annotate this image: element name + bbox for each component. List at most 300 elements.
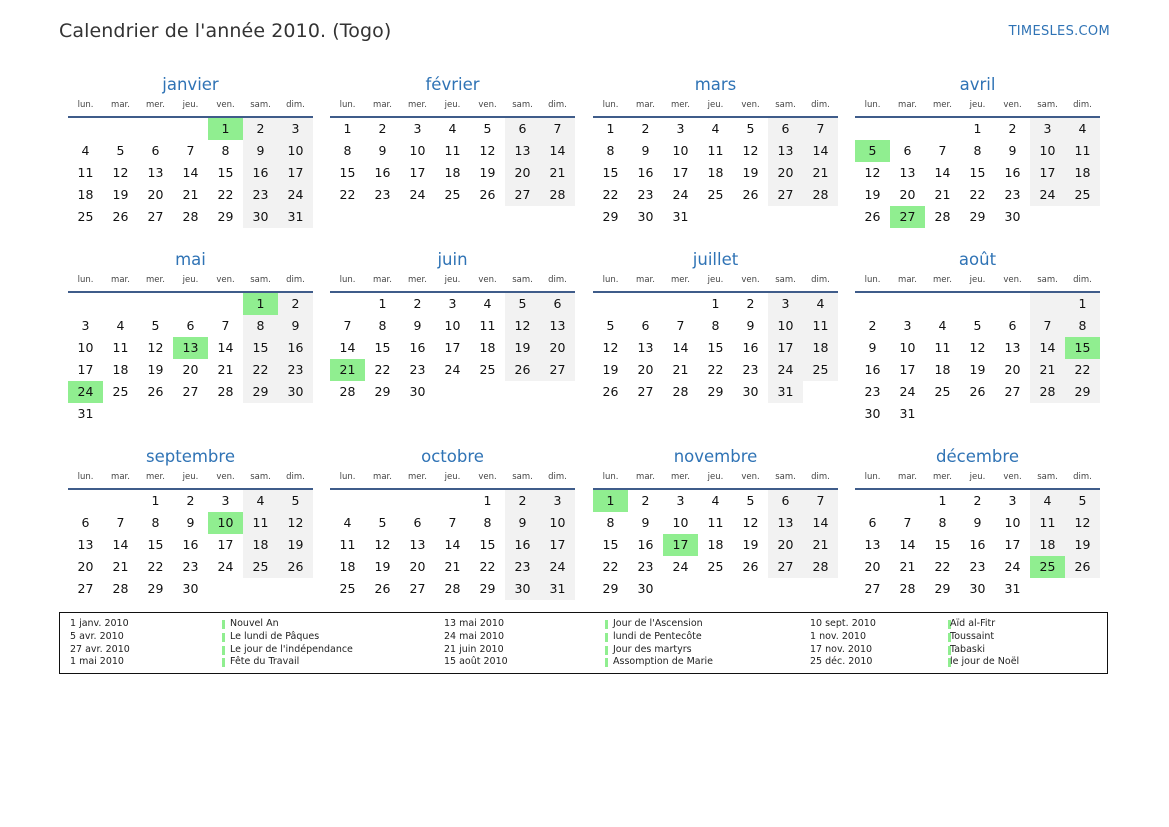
weekday-label: dim. [548,275,567,285]
day-cell: 13 [540,315,575,337]
legend-date: 24 mai 2010 [444,630,505,642]
empty-day [1030,403,1065,425]
legend-holiday-name: Le lundi de Pâques [230,630,320,642]
weekday-label: dim. [1073,275,1092,285]
weekday-label: sam. [250,472,271,482]
day-cell: 30 [409,384,426,399]
day-cell: 1 [208,118,243,140]
month-name: juin [437,250,468,269]
day-cell: 1 [593,490,628,512]
day-cell: 26 [374,581,391,596]
day-cell: 2 [413,296,422,311]
day-cell: 22 [479,559,496,574]
day-cell: 21 [934,187,951,202]
empty-day [173,118,208,140]
day-cell: 2 [505,490,540,512]
month-4 [68,249,313,425]
day-cell: 4 [483,296,492,311]
day-cell: 7 [803,490,838,512]
weekday-label: ven. [478,472,497,482]
day-cell: 31 [278,206,313,228]
day-cell: 13 [768,512,803,534]
month-6 [593,249,838,403]
day-cell: 17 [672,165,689,180]
day-cell: 1 [483,493,492,508]
day-cell: 23 [243,184,278,206]
legend-names [230,618,353,669]
week-row [593,556,838,578]
day-cell: 19 [1065,534,1100,556]
day-cell: 19 [112,187,129,202]
day-cell: 10 [899,340,916,355]
day-cell: 24 [672,559,689,574]
day-cell: 12 [969,340,986,355]
day-cell: 9 [868,340,877,355]
weekday-label: lun. [77,472,94,482]
weekday-label: jeu. [444,275,461,285]
empty-day [663,578,698,600]
weekday-label: mer. [933,472,952,482]
weekday-label: sam. [1037,275,1058,285]
day-cell: 13 [768,140,803,162]
empty-day [278,578,313,600]
day-cell: 16 [374,165,391,180]
weekday-label: dim. [811,275,830,285]
week-row [68,315,313,337]
weekday-label: mar. [898,275,917,285]
day-cell: 14 [934,165,951,180]
week-row [855,118,1100,140]
day-cell: 8 [606,515,615,530]
weekday-label: lun. [602,472,619,482]
day-cell: 11 [444,143,461,158]
day-cell: 17 [899,362,916,377]
day-cell: 24 [444,362,461,377]
day-cell: 18 [112,362,129,377]
weekday-label: sam. [250,100,271,110]
day-cell: 13 [505,140,540,162]
day-cell: 15 [934,537,951,552]
month-11 [855,446,1100,600]
day-cell: 17 [278,162,313,184]
site-link[interactable]: TIMESLES.COM [1008,24,1110,39]
day-cell: 5 [505,293,540,315]
day-cell: 26 [864,209,881,224]
day-cell: 20 [147,187,164,202]
weekday-label: dim. [548,100,567,110]
day-cell: 13 [864,537,881,552]
weekday-header [593,96,838,114]
empty-day [698,578,733,600]
day-cell: 7 [938,143,947,158]
day-cell: 29 [479,581,496,596]
week-row [68,490,313,512]
day-cell: 13 [77,537,94,552]
day-cell: 23 [1004,187,1021,202]
day-cell: 20 [77,559,94,574]
week-row [330,359,575,381]
day-cell: 16 [742,340,759,355]
empty-day [138,293,173,315]
weekday-label: dim. [286,100,305,110]
week-row [68,381,313,403]
week-row [330,293,575,315]
empty-day [138,118,173,140]
month-name: novembre [673,447,758,466]
day-cell: 21 [444,559,461,574]
day-cell: 6 [768,118,803,140]
day-cell: 11 [1030,512,1065,534]
day-cell: 7 [903,515,912,530]
weekday-header [593,271,838,289]
empty-day [995,403,1030,425]
empty-day [1030,293,1065,315]
day-cell: 11 [707,515,724,530]
day-cell: 6 [641,318,650,333]
day-cell: 6 [768,490,803,512]
day-cell: 13 [147,165,164,180]
day-cell: 29 [374,384,391,399]
day-cell: 27 [637,384,654,399]
day-cell: 18 [803,337,838,359]
day-cell: 18 [1030,534,1065,556]
empty-day [400,490,435,512]
day-cell: 28 [339,384,356,399]
weekday-label: lun. [864,275,881,285]
day-cell: 7 [540,118,575,140]
month-3 [855,74,1100,228]
weekday-label: mer. [671,472,690,482]
week-row [68,140,313,162]
day-cell: 6 [186,318,195,333]
day-cell: 17 [444,340,461,355]
day-cell: 1 [378,296,387,311]
day-cell: 11 [479,318,496,333]
day-cell: 1 [711,296,720,311]
day-cell: 4 [116,318,125,333]
day-cell: 23 [637,187,654,202]
week-row [593,162,838,184]
weekday-label: mer. [933,100,952,110]
day-cell: 4 [1030,490,1065,512]
weekday-label: ven. [1003,100,1022,110]
legend-date: 5 avr. 2010 [70,630,124,642]
day-cell: 21 [899,559,916,574]
day-cell: 26 [742,559,759,574]
empty-day [1065,578,1100,600]
day-cell: 14 [540,140,575,162]
weekday-label: dim. [286,275,305,285]
empty-day [330,293,365,315]
day-cell: 3 [676,493,685,508]
day-cell: 22 [1065,359,1100,381]
day-cell: 7 [1030,315,1065,337]
weekday-label: ven. [478,275,497,285]
week-row [68,184,313,206]
day-cell: 23 [278,359,313,381]
day-cell: 13 [1004,340,1021,355]
day-cell: 19 [602,362,619,377]
day-cell: 2 [868,318,877,333]
week-row [593,490,838,512]
week-row [855,534,1100,556]
weekday-label: mer. [408,100,427,110]
week-row [330,315,575,337]
day-cell: 20 [1004,362,1021,377]
day-cell: 28 [540,184,575,206]
weekday-label: dim. [286,472,305,482]
empty-day [1030,578,1065,600]
day-cell: 9 [378,143,387,158]
day-cell: 22 [374,362,391,377]
empty-day [768,206,803,228]
day-cell: 20 [505,162,540,184]
day-cell: 22 [243,359,278,381]
day-cell: 11 [112,340,129,355]
page-title: Calendrier de l'année 2010. (Togo) [59,20,392,42]
week-row [593,512,838,534]
day-cell: 15 [339,165,356,180]
day-cell: 8 [711,318,720,333]
day-cell: 28 [217,384,234,399]
legend-dates [70,618,130,669]
day-cell: 20 [864,559,881,574]
day-cell: 2 [1008,121,1017,136]
weekday-label: jeu. [444,100,461,110]
day-cell: 25 [707,187,724,202]
week-row [330,381,575,403]
day-cell: 3 [903,318,912,333]
legend-date: 1 mai 2010 [70,656,124,668]
weekday-label: mer. [933,275,952,285]
weekday-label: sam. [775,472,796,482]
day-cell: 6 [1008,318,1017,333]
day-cell: 22 [339,187,356,202]
day-cell: 12 [278,512,313,534]
day-cell: 18 [77,187,94,202]
day-cell: 31 [1004,581,1021,596]
day-cell: 28 [803,556,838,578]
day-cell: 24 [540,556,575,578]
weekday-label: lun. [864,100,881,110]
day-cell: 30 [637,581,654,596]
weekday-label: sam. [1037,100,1058,110]
week-row [855,381,1100,403]
empty-day [698,206,733,228]
day-cell: 5 [973,318,982,333]
week-row [855,184,1100,206]
legend-holiday-name: Aïd al-Fitr [950,618,996,629]
day-cell: 29 [147,581,164,596]
empty-day [1030,206,1065,228]
day-cell: 17 [217,537,234,552]
day-cell: 3 [81,318,90,333]
day-cell: 12 [742,515,759,530]
weekday-label: mar. [636,275,655,285]
day-cell: 25 [1030,556,1065,578]
week-row [330,556,575,578]
empty-day [138,403,173,425]
day-cell: 30 [1004,209,1021,224]
weekday-label: lun. [339,275,356,285]
day-cell: 31 [899,406,916,421]
day-cell: 28 [672,384,689,399]
day-cell: 11 [243,512,278,534]
day-cell: 3 [1030,118,1065,140]
weekday-header [68,96,313,114]
day-cell: 8 [483,515,492,530]
day-cell: 12 [479,143,496,158]
day-cell: 16 [409,340,426,355]
empty-day [855,118,890,140]
day-cell: 16 [1004,165,1021,180]
day-cell: 17 [540,534,575,556]
day-cell: 27 [768,556,803,578]
day-cell: 8 [378,318,387,333]
weekday-label: mer. [408,275,427,285]
weekday-label: jeu. [182,275,199,285]
day-cell: 7 [676,318,685,333]
legend-date: 25 déc. 2010 [810,656,873,668]
empty-day [1065,403,1100,425]
day-cell: 24 [899,384,916,399]
day-cell: 31 [768,381,803,403]
weekday-label: jeu. [707,472,724,482]
empty-day [925,293,960,315]
weekday-header [330,271,575,289]
day-cell: 19 [505,337,540,359]
month-5 [330,249,575,403]
day-cell: 28 [899,581,916,596]
day-cell: 7 [448,515,457,530]
day-cell: 20 [540,337,575,359]
weekday-label: lun. [339,100,356,110]
empty-day [243,578,278,600]
day-cell: 23 [969,559,986,574]
legend-holiday-name: Tabaski [950,643,985,655]
weekday-label: mar. [111,472,130,482]
weekday-label: mar. [636,100,655,110]
day-cell: 17 [1004,537,1021,552]
day-cell: 21 [112,559,129,574]
week-row [330,140,575,162]
day-cell: 12 [1065,512,1100,534]
empty-day [855,293,890,315]
weekday-header [68,468,313,486]
day-cell: 18 [444,165,461,180]
legend-names [613,618,713,669]
week-row [593,534,838,556]
legend-holiday-name: Fête du Travail [230,656,300,668]
week-row [593,337,838,359]
empty-day [663,293,698,315]
day-cell: 12 [864,165,881,180]
day-cell: 22 [969,187,986,202]
day-cell: 2 [746,296,755,311]
day-cell: 26 [278,556,313,578]
week-row [68,534,313,556]
month-8 [68,446,313,600]
weekday-label: ven. [741,100,760,110]
day-cell: 29 [969,209,986,224]
day-cell: 15 [243,337,278,359]
weekday-label: mer. [671,100,690,110]
day-cell: 27 [1004,384,1021,399]
week-row [68,293,313,315]
day-cell: 29 [217,209,234,224]
day-cell: 23 [637,559,654,574]
empty-day [890,490,925,512]
week-row [68,578,313,600]
week-row [68,403,313,425]
weekday-header [855,468,1100,486]
day-cell: 10 [672,515,689,530]
day-cell: 27 [890,206,925,228]
day-cell: 16 [864,362,881,377]
weekday-label: ven. [1003,275,1022,285]
day-cell: 26 [969,384,986,399]
day-cell: 1 [1065,293,1100,315]
month-name: décembre [936,447,1019,466]
legend-holiday-name: Le jour de l'indépendance [230,643,353,655]
empty-day [803,206,838,228]
day-cell: 31 [540,578,575,600]
day-cell: 18 [707,537,724,552]
day-cell: 28 [1030,381,1065,403]
day-cell: 3 [768,293,803,315]
day-cell: 26 [505,359,540,381]
weekday-label: mer. [671,275,690,285]
day-cell: 15 [217,165,234,180]
day-cell: 22 [602,559,619,574]
day-cell: 11 [1065,140,1100,162]
weekday-label: jeu. [182,472,199,482]
weekday-label: lun. [339,472,356,482]
day-cell: 10 [672,143,689,158]
day-cell: 12 [374,537,391,552]
month-1 [330,74,575,206]
empty-day [925,118,960,140]
day-cell: 27 [505,184,540,206]
day-cell: 14 [803,140,838,162]
day-cell: 6 [413,515,422,530]
legend-holiday-name: Assomption de Marie [613,656,714,668]
weekday-header [68,271,313,289]
day-cell: 25 [339,581,356,596]
day-cell: 30 [278,381,313,403]
day-cell: 13 [173,337,208,359]
day-cell: 29 [934,581,951,596]
empty-day [470,381,505,403]
week-row [68,359,313,381]
day-cell: 4 [448,121,457,136]
month-name: mai [175,250,206,269]
weekday-label: jeu. [182,100,199,110]
day-cell: 28 [444,581,461,596]
weekday-label: mar. [111,275,130,285]
week-row [855,403,1100,425]
day-cell: 5 [746,493,755,508]
day-cell: 22 [217,187,234,202]
day-cell: 21 [330,359,365,381]
day-cell: 2 [378,121,387,136]
legend-date: 17 nov. 2010 [810,643,873,655]
empty-day [435,381,470,403]
day-cell: 18 [339,559,356,574]
day-cell: 8 [221,143,230,158]
day-cell: 16 [505,534,540,556]
day-cell: 22 [602,187,619,202]
